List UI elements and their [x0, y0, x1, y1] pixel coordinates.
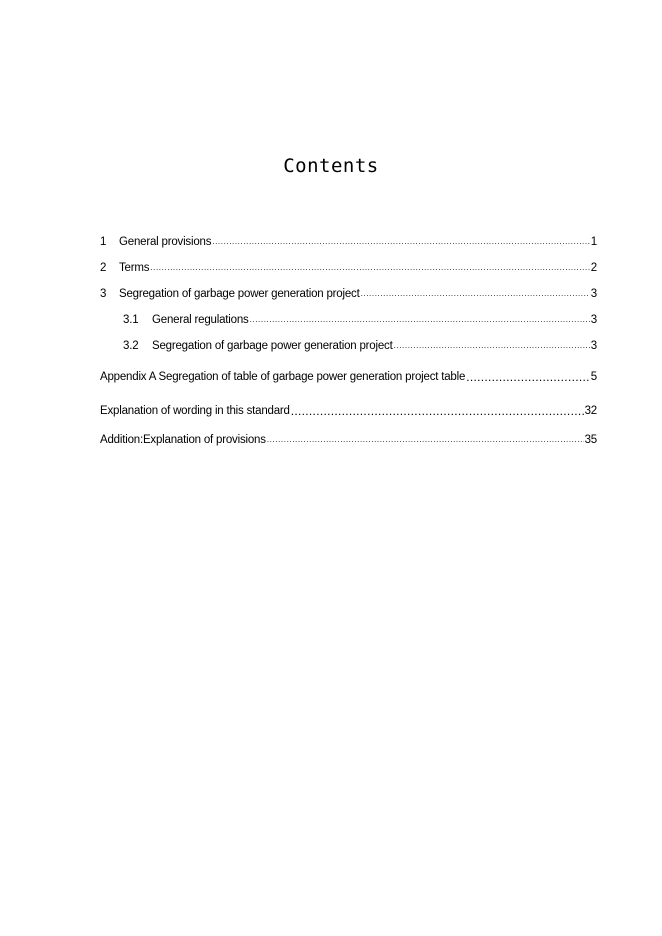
toc-entry-label: General provisions	[119, 236, 212, 248]
toc-leader	[267, 433, 584, 447]
toc-entry-label: Segregation of garbage power generation project	[152, 340, 393, 352]
toc-leader	[291, 404, 584, 418]
toc-entry[interactable]	[100, 233, 597, 249]
toc-entry-page: 35	[584, 434, 597, 446]
toc-leader	[466, 370, 590, 384]
toc-entry-number: 1	[100, 236, 107, 248]
toc-entry-number: 3	[100, 288, 107, 300]
toc-leader	[250, 313, 590, 327]
toc-entry-label: General regulations	[152, 314, 249, 326]
toc-entry[interactable]	[100, 368, 597, 384]
toc-entry[interactable]	[100, 259, 597, 275]
toc-entry-label: Explanation of wording in this standard	[100, 405, 290, 417]
toc-entry-page: 3	[590, 288, 597, 300]
toc-entry[interactable]	[100, 431, 597, 447]
toc-entry-number: 3.1	[123, 314, 139, 326]
toc-entry-page: 3	[590, 314, 597, 326]
toc-entry-label: Terms	[119, 262, 150, 274]
page-title: Contents	[283, 155, 379, 177]
toc-entry-page: 3	[590, 340, 597, 352]
toc-entry-number: 2	[100, 262, 107, 274]
toc-leader	[361, 287, 590, 301]
toc-entry-page: 32	[584, 405, 597, 417]
toc-entry[interactable]	[100, 285, 597, 301]
toc-entry-label: Appendix A Segregation of table of garbage power generation project table	[100, 371, 466, 383]
toc-entry-page: 2	[590, 262, 597, 274]
toc-leader	[150, 261, 589, 275]
toc-entry[interactable]	[123, 337, 597, 353]
toc-entry[interactable]	[123, 311, 597, 327]
toc-entry[interactable]	[100, 402, 597, 418]
toc-leader	[212, 235, 590, 249]
toc-entry-label: Addition:Explanation of provisions	[100, 434, 266, 446]
toc-entry-page: 1	[590, 236, 597, 248]
toc-leader	[394, 339, 590, 353]
toc-entry-page: 5	[590, 371, 597, 383]
toc-entry-label: Segregation of garbage power generation project	[119, 288, 360, 300]
toc-entry-number: 3.2	[123, 340, 139, 352]
